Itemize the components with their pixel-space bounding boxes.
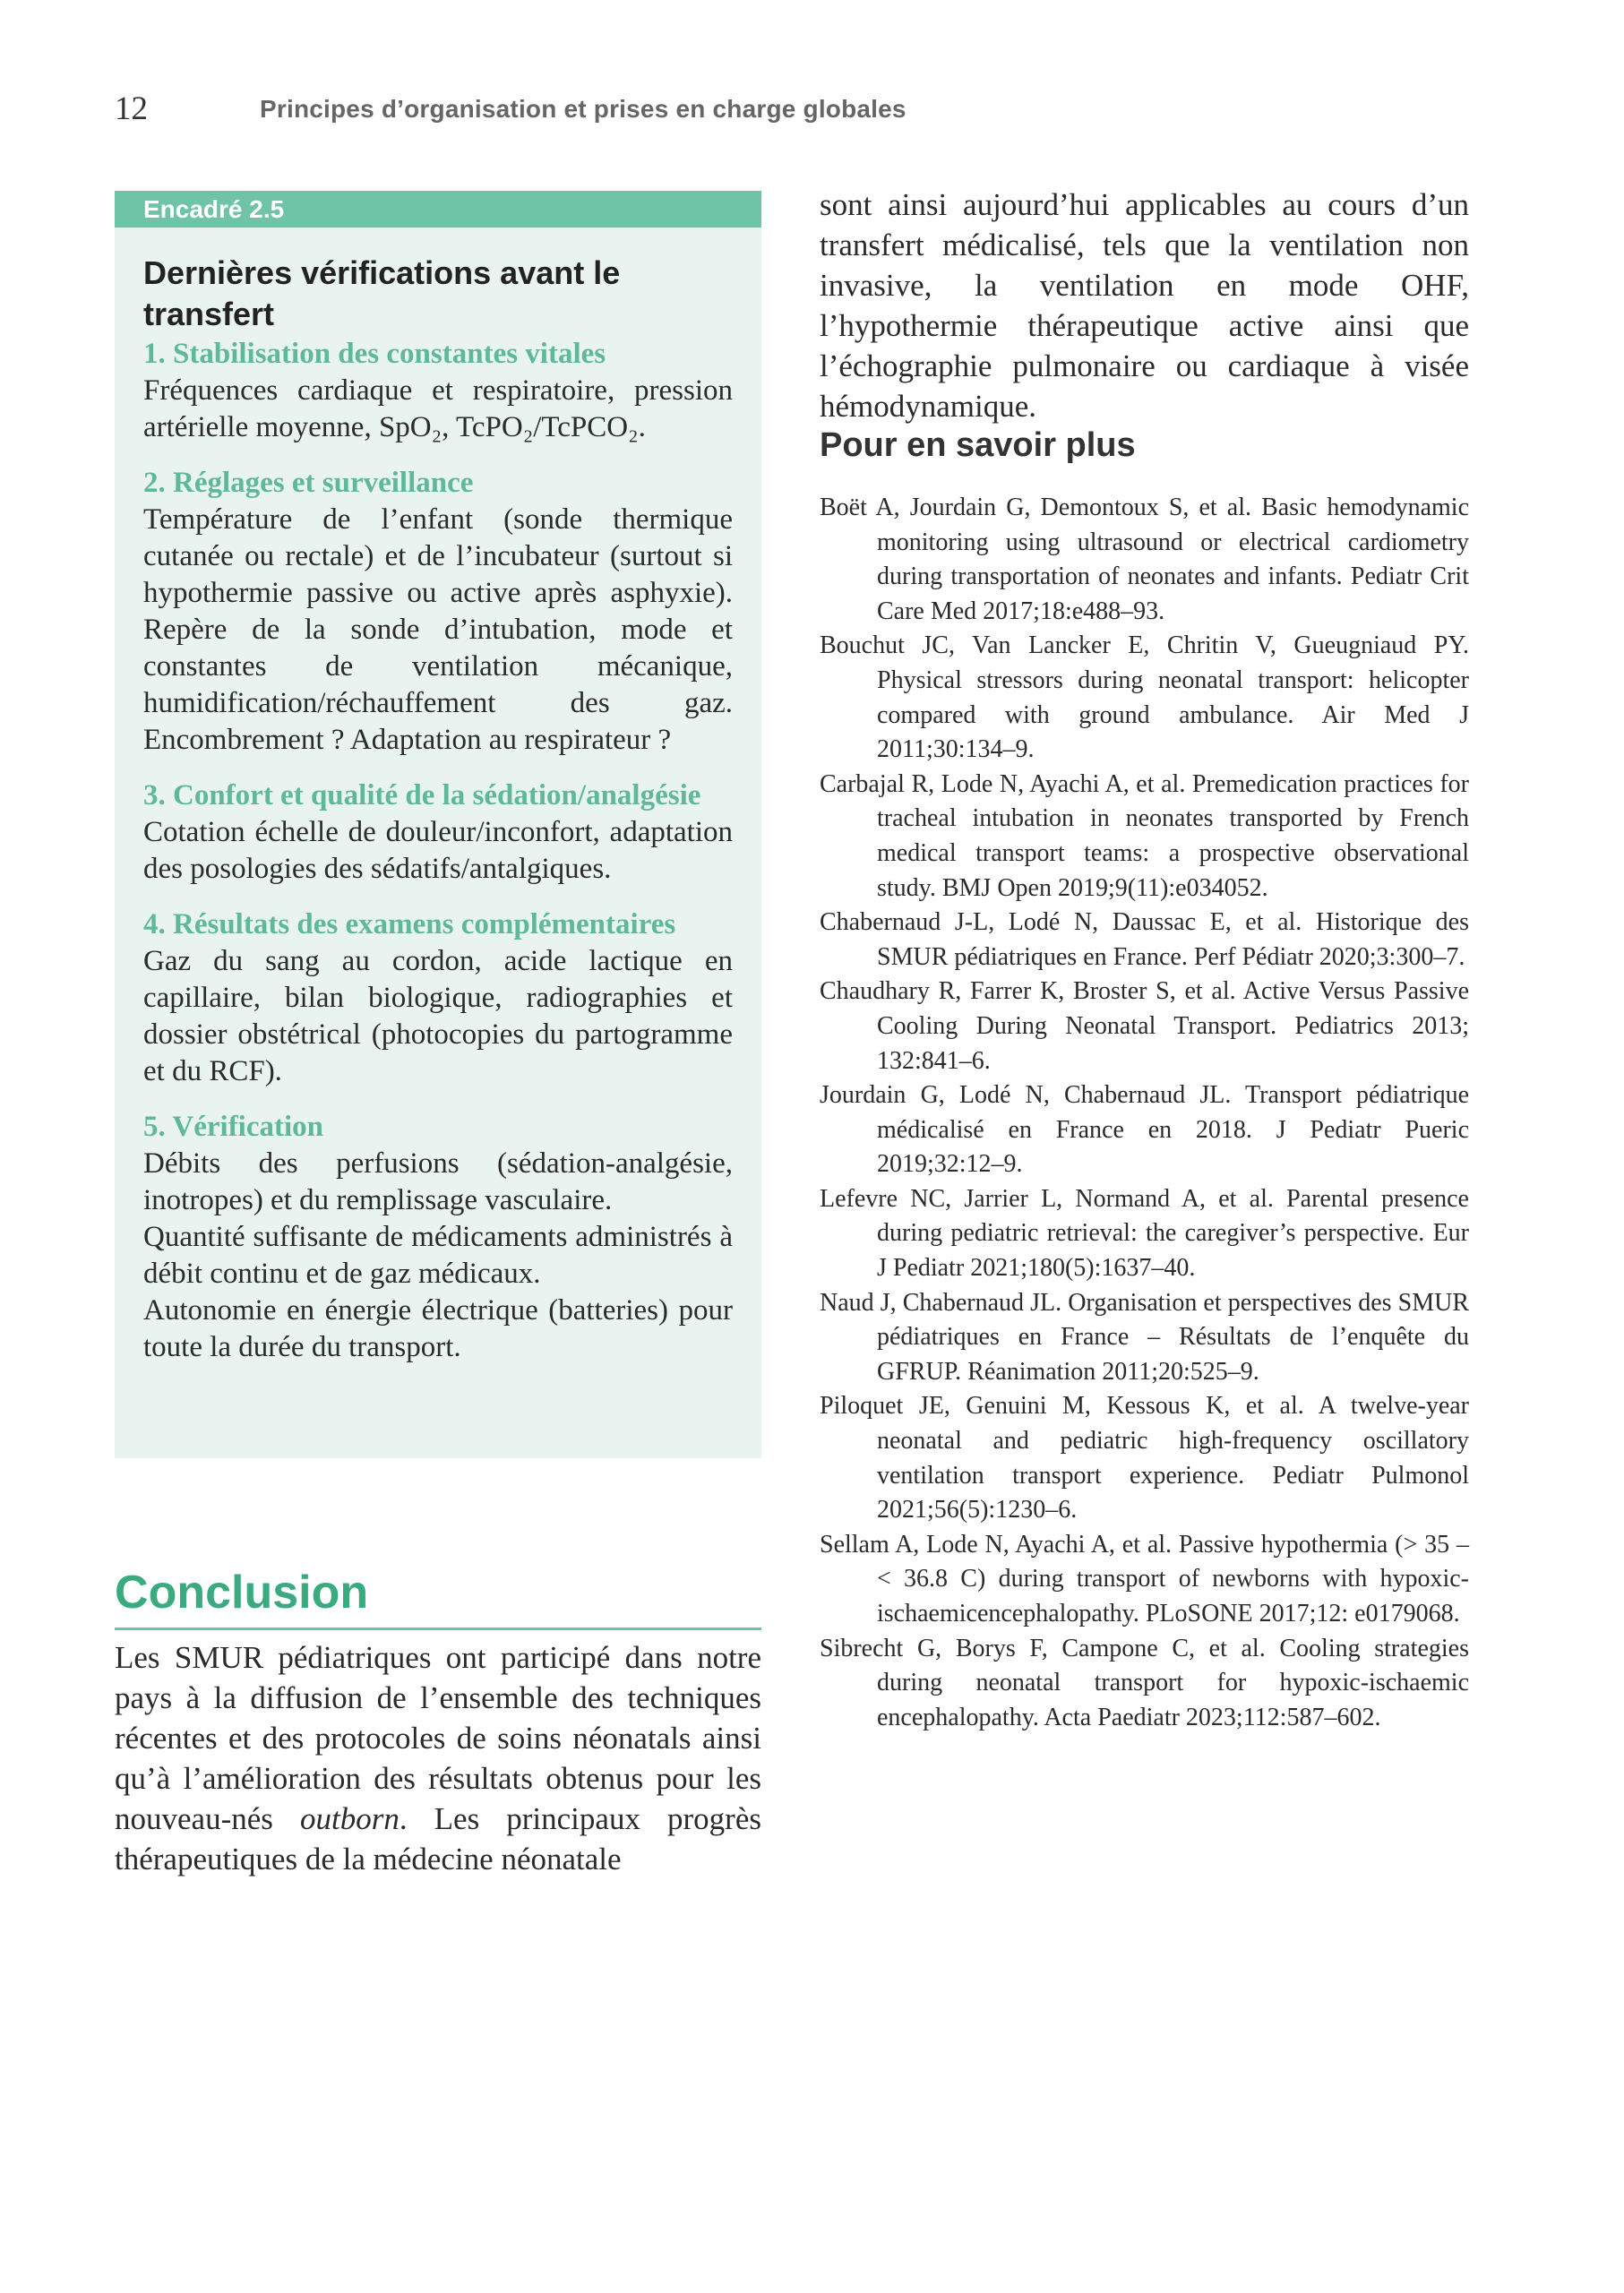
reference-item: Sibrecht G, Borys F, Campone C, et al. Cooling strategies during neonatal transport for hypoxic-ischaemic encephalopathy. Acta Paediatr 2023;112:587–602. xyxy=(820,1634,1469,1731)
conclusion-text xyxy=(115,1637,761,1879)
box-section-heading: 1. Stabilisation des constantes vitales xyxy=(143,338,606,370)
conclusion-heading-initial: C xyxy=(115,1567,149,1619)
reference-item: Bouchut JC, Van Lancker E, Chritin V, Gueugniaud PY. Physical stressors during neonatal transport: helicopter compared with ground ambulance. Air Med J 2011;30:134–9. xyxy=(820,631,1469,764)
box-tag: Encadré 2.5 xyxy=(115,191,761,228)
reference-item: Chabernaud J-L, Lodé N, Daussac E, et al. Historique des SMUR pédiatriques en France. Perf Pédiatr 2020;3:300–7. xyxy=(820,908,1469,971)
further-reading-heading: Pour en savoir plus xyxy=(820,426,1136,464)
conclusion-text-emphasis: outborn xyxy=(299,1801,400,1836)
reference-item: Jourdain G, Lodé N, Chabernaud JL. Transport pédiatrique médicalisé en France en 2018. J Pediatr Pueric 2019;32:12–9. xyxy=(820,1081,1469,1179)
reference-item: Naud J, Chabernaud JL. Organisation et perspectives des SMUR pédiatriques en France – Résultats de l’enquête du GFRUP. Réanimation 2011;20:525–9. xyxy=(820,1288,1469,1386)
conclusion-text-part2: . Les principaux progrès thérapeutiques de la médecine néonatale xyxy=(115,1801,761,1876)
box-section-text: Autonomie en énergie électrique (batteries) pour toute la durée du transport. xyxy=(143,1294,733,1363)
reference-item: Chaudhary R, Farrer K, Broster S, et al. Active Versus Passive Cooling During Neonatal Transport. Pediatrics 2013; 132:841–6. xyxy=(820,977,1469,1075)
reference-list xyxy=(820,491,1469,1735)
box-section-text: Cotation échelle de douleur/inconfort, adaptation des posologies des sédatifs/antalgiques. xyxy=(143,816,733,885)
box-section-heading: 3. Confort et qualité de la sédation/analgésie xyxy=(143,779,701,812)
box-section-heading: 5. Vérification xyxy=(143,1111,324,1143)
box-section-text: Fréquences cardiaque et respiratoire, pression artérielle moyenne, SpO₂, TcPO₂/TcPCO₂. xyxy=(143,374,733,443)
reference-item: Lefevre NC, Jarrier L, Normand A, et al. Parental presence during pediatric retrieval: the caregiver’s perspective. Eur J Pediatr 2021;180(5):1637–40. xyxy=(820,1184,1469,1283)
box-section-heading: 4. Résultats des examens complémentaires xyxy=(143,908,676,940)
reference-item: Piloquet JE, Genuini M, Kessous K, et al. A twelve-year neonatal and pediatric high-frequency oscillatory ventilation transport experience. Pediatr Pulmonol 2021;56(5):1230–6. xyxy=(820,1392,1469,1524)
reference-item: Carbajal R, Lode N, Ayachi A, et al. Premedication practices for tracheal intubation in neonates transported by French medical transport teams: a prospective observational study. BMJ Open 2019;9(11):e034052. xyxy=(820,769,1469,902)
box-encadre xyxy=(115,191,761,1458)
box-title: Dernières vérifications avant le transfert xyxy=(143,254,621,332)
running-title: Principes d’organisation et prises en charge globales xyxy=(260,95,907,123)
continuation-text: sont ainsi aujourd’hui applicables au cours d’un transfert médicalisé, tels que la ventilation non invasive, la ventilation en mode OHF, l’hypothermie thérapeutique active ainsi que l’échographie pulmonaire ou cardiaque à visée hémodynamique. xyxy=(820,187,1469,424)
reference-item: Sellam A, Lode N, Ayachi A, et al. Passive hypothermia (> 35 – < 36.8 C) during transport of newborns with hypoxic-ischaemicencephalopathy. PLoSONE 2017;12: e0179068. xyxy=(820,1530,1469,1627)
box-section-text: Quantité suffisante de médicaments administrés à débit continu et de gaz médicaux. xyxy=(143,1221,733,1290)
box-section-heading: 2. Réglages et surveillance xyxy=(143,467,474,499)
box-section-text: Débits des perfusions (sédation-analgésie, inotropes) et du remplissage vasculaire. xyxy=(143,1147,733,1216)
reference-item: Boët A, Jourdain G, Demontoux S, et al. Basic hemodynamic monitoring using ultrasound or electrical cardiometry during transportation of neonates and infants. Pediatr Crit Care Med 2017;18:e488–93. xyxy=(820,494,1469,625)
conclusion-text-part1: Les SMUR pédiatriques ont participé dans notre pays à la diffusion de l’ensemble des techniques récentes et des protocoles de soins néonatals ainsi qu’à l’amélioration des résultats obtenus pour les nouveau-nés xyxy=(115,1640,761,1836)
box-content xyxy=(115,228,761,1366)
conclusion-heading-rest: onclusion xyxy=(148,1567,369,1619)
page-number: 12 xyxy=(115,90,148,127)
box-section-text: Température de l’enfant (sonde thermique cutanée ou rectale) et de l’incubateur (surtout si hypothermie passive ou active après asphyxie). Repère de la sonde d’intubation, mode et constantes de ventilation mécanique, humidification/réchauffement des gaz. Encombrement ? Adaptation au respirateur ? xyxy=(143,503,733,756)
box-section-text: Gaz du sang au cordon, acide lactique en capillaire, bilan biologique, radiographies et dossier obstétrical (photocopies du partogramme et du RCF). xyxy=(143,945,733,1087)
conclusion-heading xyxy=(115,1561,761,1630)
